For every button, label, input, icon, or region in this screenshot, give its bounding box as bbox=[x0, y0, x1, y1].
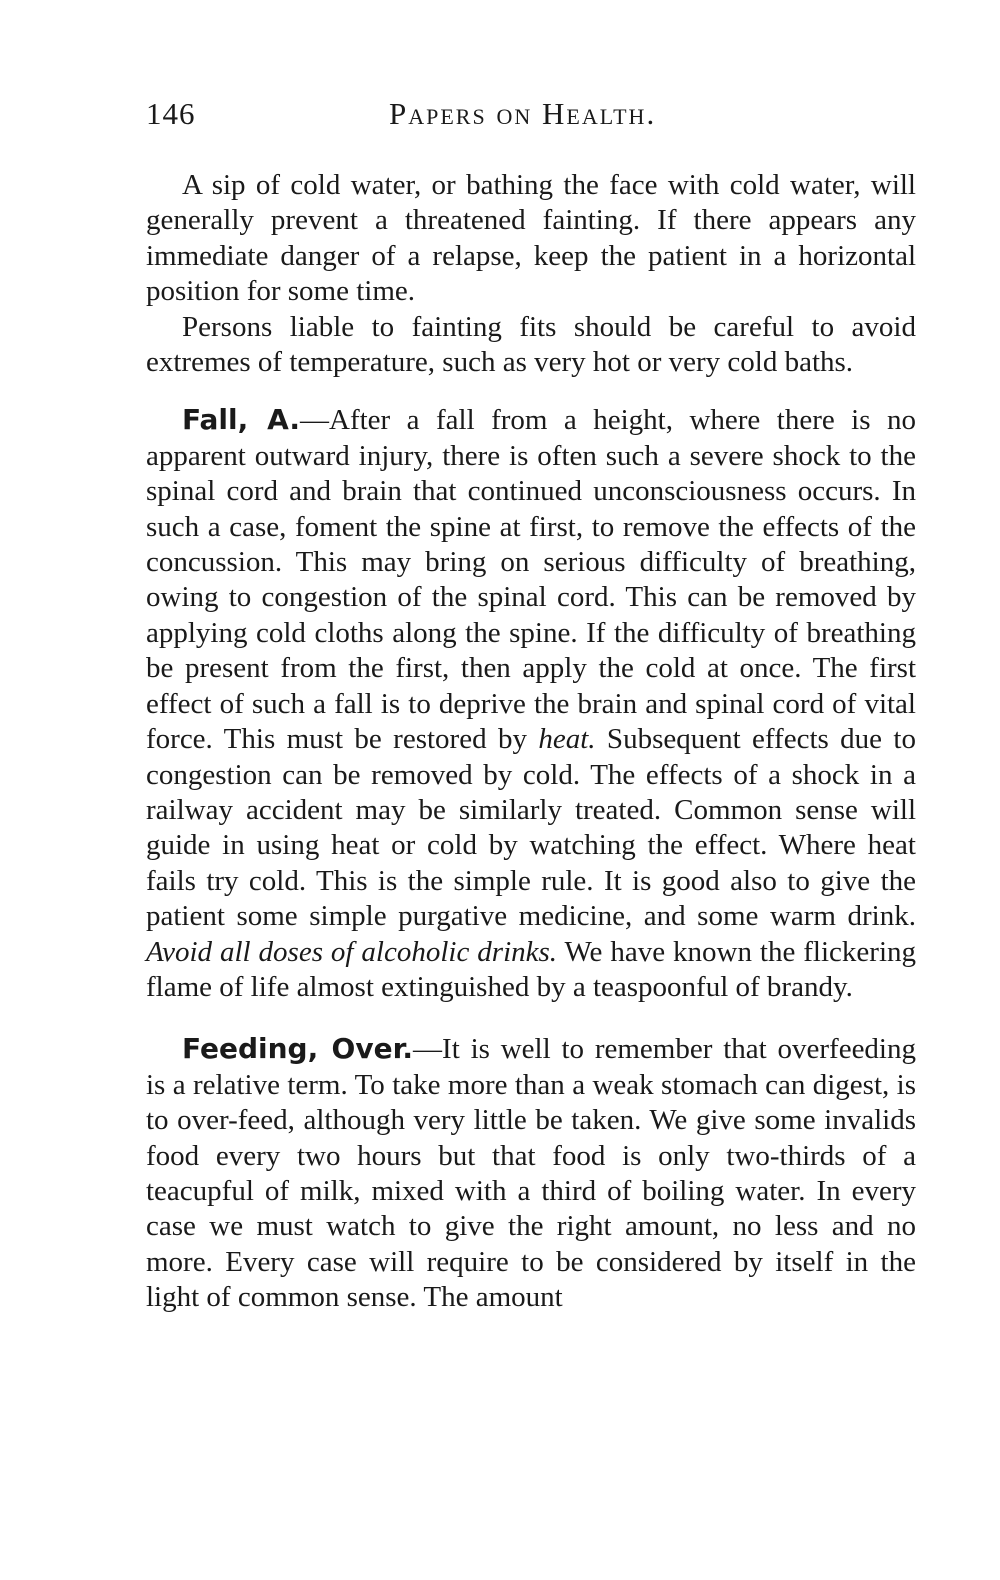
page-number: 146 bbox=[146, 96, 196, 131]
entry-feeding-over bbox=[146, 1031, 916, 1315]
paragraph-fainting-remedy: A sip of cold water, or bathing the face with cold water, will generally prevent a threatened fainting. If there appears any immediate danger of a relapse, keep the patient in a horizontal position for some time. bbox=[146, 169, 916, 308]
entry-heading-fall: Fall, A. bbox=[182, 403, 300, 437]
entry-fall bbox=[146, 402, 916, 1005]
emphasis-avoid-alcohol: Avoid all doses of alcoholic drinks. bbox=[146, 935, 558, 968]
entry-text-fall-2: Subsequent effects due to congestion can be removed by cold. The effects of a shock in a railway accident may be similarly treated. Common sense will guide in using heat or cold by watching the effect. Where heat fails try cold. This is the simple rule. It is good also to give the patient some simple purgative medicine, and some warm drink. bbox=[146, 723, 916, 933]
page-header bbox=[146, 96, 916, 140]
page-body bbox=[146, 168, 916, 1316]
entry-heading-feeding: Feeding, Over. bbox=[182, 1032, 414, 1066]
emphasis-heat: heat. bbox=[538, 723, 596, 756]
entry-text-fall-3: We have known the flickering flame of life almost extinguished by a teaspoonful of brandy. bbox=[146, 935, 916, 1003]
entry-text-fall-1: —After a fall from a height, where there is no apparent outward injury, there is often such a severe shock to the spinal cord and brain that continued unconsciousness occurs. In such a case, foment the spine at first, to remove the effects of the concussion. This may bring on serious difficulty of breathing, owing to congestion of the spinal cord. This can be removed by applying cold cloths along the spine. If the difficulty of breathing be present from the first, then apply the cold at once. The first effect of such a fall is to deprive the brain and spinal cord of vital force. This must be restored by bbox=[146, 404, 916, 756]
running-title: Papers on Health. bbox=[389, 96, 657, 131]
entry-text-feeding: —It is well to remember that overfeeding is a relative term. To take more than a weak stomach can digest, is to over-feed, although very little be taken. We give some invalids food every two hours but that food is only two-thirds of a teacupful of milk, mixed with a third of boiling water. In every case we must watch to give the right amount, no less and no more. Every case will require to be considered by itself in the light of common sense. The amount bbox=[146, 1033, 916, 1314]
paragraph-fainting-prevention: Persons liable to fainting fits should be careful to avoid extremes of temperature, such as very hot or very cold baths. bbox=[146, 310, 916, 379]
